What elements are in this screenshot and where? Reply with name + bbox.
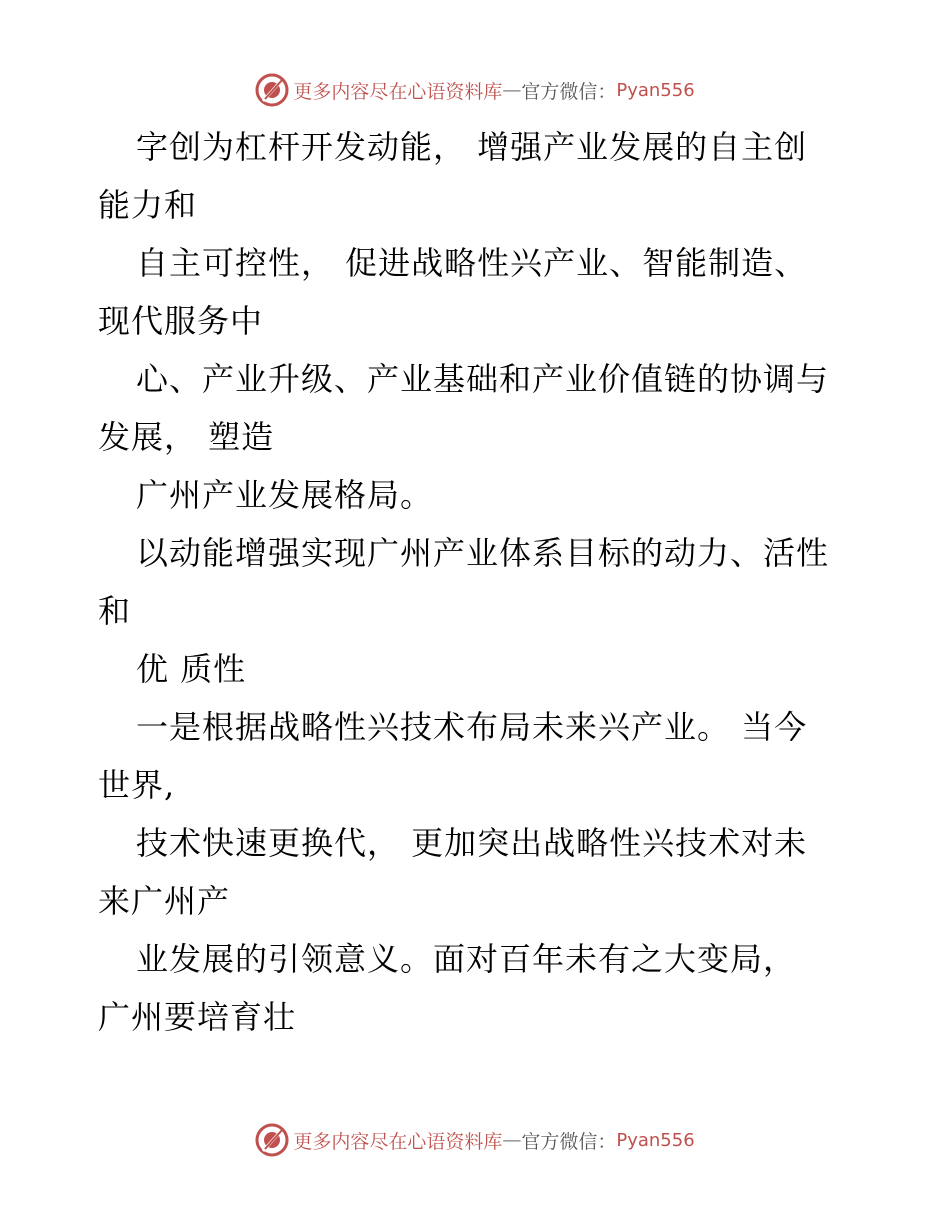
header-separator: — xyxy=(502,79,522,101)
text-line: 广州要培育壮 xyxy=(98,998,297,1036)
header-banner xyxy=(0,70,950,110)
text-line: 现代服务中 xyxy=(98,302,264,340)
footer-wechat-label: 官方微信： xyxy=(521,1130,617,1153)
text-line: 广州产业发展格局。 xyxy=(136,476,434,514)
footer-banner xyxy=(0,1120,950,1160)
text-line: 技术快速更换代， 更加突出战略性兴技术对未 xyxy=(136,824,808,862)
footer-wechat-id: Pyan556 xyxy=(616,1129,695,1151)
text-line: 字创为杠杆开发动能， 增强产业发展的自主创 xyxy=(136,128,808,166)
text-line: 以动能增强实现广州产业体系目标的动力、活性 xyxy=(136,534,830,572)
text-line: 心、产业升级、产业基础和产业价值链的协调与 xyxy=(136,360,830,398)
footer-separator: — xyxy=(502,1129,522,1151)
footer-text: 更多内容尽在心语资料库 xyxy=(293,1130,503,1153)
text-line: 自主可控性， 促进战略性兴产业、智能制造、 xyxy=(136,244,808,282)
text-line: 世界, xyxy=(98,766,176,804)
brand-logo-icon xyxy=(255,73,289,107)
text-line: 能力和 xyxy=(98,186,198,224)
document-body xyxy=(98,118,858,1046)
text-line: 一是根据战略性兴技术布局未来兴产业。 当今 xyxy=(136,708,808,746)
brand-logo-icon xyxy=(255,1123,289,1157)
text-line: 业发展的引领意义。面对百年未有之大变局， xyxy=(136,940,797,978)
text-line: 和 xyxy=(98,592,132,630)
text-line: 优 质性 xyxy=(136,650,247,688)
header-text: 更多内容尽在心语资料库 xyxy=(293,80,503,103)
header-wechat-id: Pyan556 xyxy=(616,79,695,101)
header-wechat-label: 官方微信： xyxy=(521,80,617,103)
text-line: 发展， 塑造 xyxy=(98,418,275,456)
text-line: 来广州产 xyxy=(98,882,231,920)
